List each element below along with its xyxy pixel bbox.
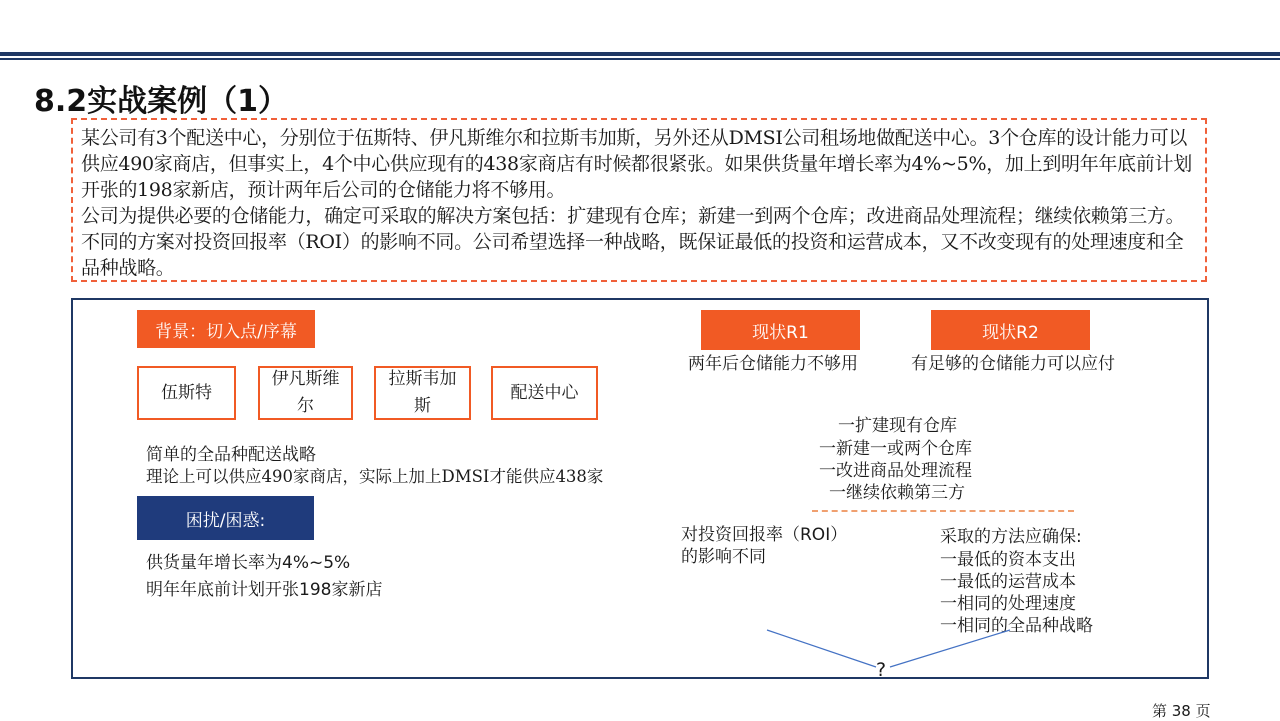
ensure-item-speed: 一相同的处理速度 bbox=[940, 594, 1076, 614]
status-r1-description: 两年后仓储能力不够用 bbox=[688, 354, 858, 374]
option-improve-process: 一改进商品处理流程 bbox=[819, 461, 972, 481]
new-stores-text: 明年年底前计划开张198家新店 bbox=[146, 580, 383, 600]
status-r2-label: 现状R2 bbox=[931, 310, 1090, 350]
trouble-label: 困扰/困惑: bbox=[137, 496, 314, 540]
roi-text-line2: 的影响不同 bbox=[681, 547, 766, 567]
status-r1-label: 现状R1 bbox=[701, 310, 860, 350]
city-box-las-vegas: 拉斯韦加斯 bbox=[374, 366, 471, 420]
ensure-item-operating: 一最低的运营成本 bbox=[940, 572, 1076, 592]
case-paragraph-1: 某公司有3个配送中心，分别位于伍斯特、伊凡斯维尔和拉斯韦加斯，另外还从DMSI公司租场地做配送中心。3个仓库的设计能力可以供应490家商店，但事实上，4个中心供应现有的438家商店有时候都很紧张。如果供货量年增长率为4%~5%，加上到明年年底前计划开张的198家新店，预计两年后公司的仓储能力将不够用。 bbox=[81, 127, 1192, 201]
status-r2-description: 有足够的仓储能力可以应付 bbox=[911, 354, 1115, 374]
option-expand: 一扩建现有仓库 bbox=[838, 416, 957, 436]
ensure-item-capital: 一最低的资本支出 bbox=[940, 550, 1076, 570]
option-build-new: 一新建一或两个仓库 bbox=[819, 439, 972, 459]
option-third-party: 一继续依赖第三方 bbox=[829, 483, 965, 503]
page-number: 第 38 页 bbox=[1152, 702, 1211, 720]
question-mark: ? bbox=[876, 659, 887, 681]
background-label: 背景：切入点/序幕 bbox=[137, 310, 315, 348]
strategy-text: 简单的全品种配送战略 bbox=[146, 445, 316, 465]
roi-text-line1: 对投资回报率（ROI） bbox=[681, 525, 848, 545]
ensure-title: 采取的方法应确保: bbox=[940, 527, 1082, 547]
ensure-item-strategy: 一相同的全品种战略 bbox=[940, 616, 1093, 636]
growth-rate-text: 供货量年增长率为4%~5% bbox=[146, 553, 351, 573]
slide-title: 8.2实战案例（1） bbox=[34, 84, 289, 119]
city-box-distribution-center: 配送中心 bbox=[491, 366, 598, 420]
city-box-worcester: 伍斯特 bbox=[137, 366, 236, 420]
case-paragraph-2: 公司为提供必要的仓储能力，确定可采取的解决方案包括：扩建现有仓库；新建一到两个仓库；改进商品处理流程；继续依赖第三方。不同的方案对投资回报率（ROI）的影响不同。公司希望选择一种战略，既保证最低的投资和运营成本，又不改变现有的处理速度和全品种战略。 bbox=[81, 205, 1185, 279]
connector-left bbox=[767, 630, 876, 667]
connector-right bbox=[890, 630, 1010, 667]
capacity-text: 理论上可以供应490家商店，实际上加上DMSI才能供应438家 bbox=[146, 467, 604, 486]
city-box-evansville: 伊凡斯维尔 bbox=[258, 366, 353, 420]
